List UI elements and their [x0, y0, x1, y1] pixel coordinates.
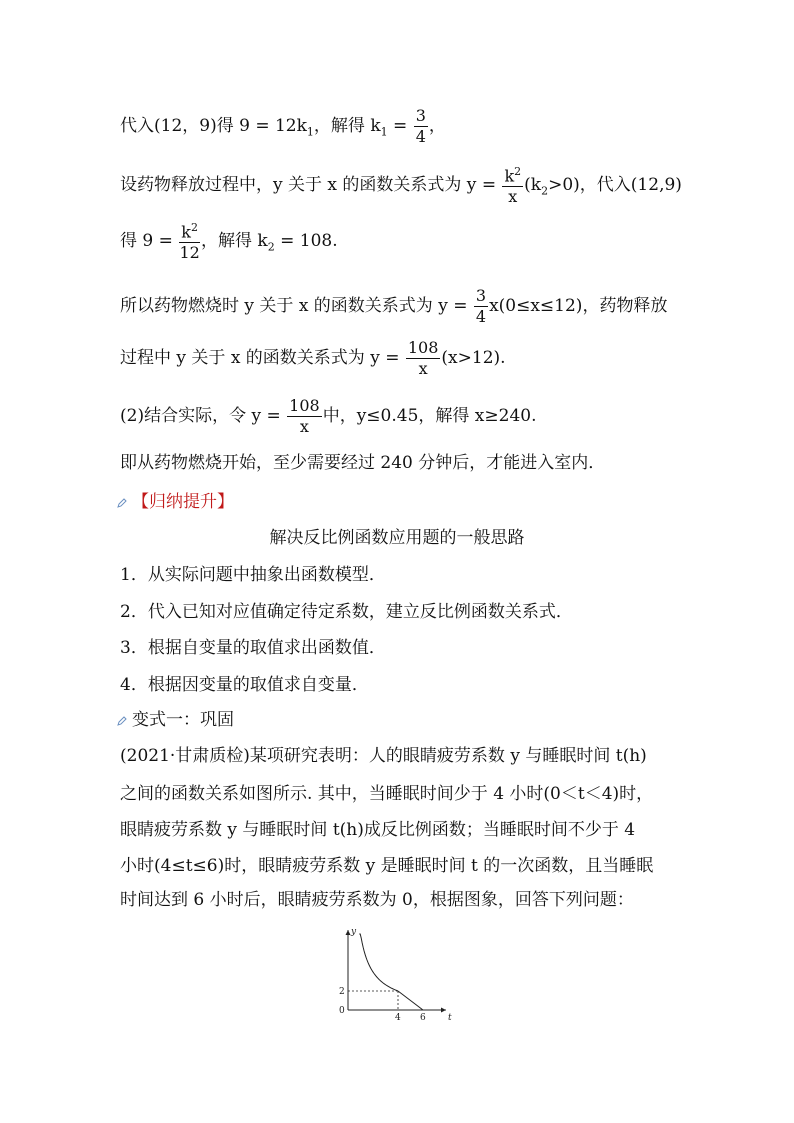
denominator: x	[299, 417, 309, 436]
superscript: 2	[190, 221, 198, 234]
x-tick-label-4: 4	[395, 1013, 401, 1023]
text: ，解得 k	[200, 231, 268, 252]
y-axis-arrow	[346, 930, 351, 935]
y-tick-label-2: 2	[339, 987, 345, 997]
pen-icon	[116, 715, 128, 727]
fraction	[414, 108, 428, 145]
text: 所以药物燃烧时 y 关于 x 的函数关系式为 y =	[120, 296, 468, 316]
denominator: 12	[179, 243, 200, 263]
summary-tag: 【归纳提升】	[132, 492, 234, 512]
fraction	[502, 166, 523, 205]
chart-axes	[346, 930, 447, 1013]
text: 得 9 =	[120, 231, 173, 252]
numerator	[502, 166, 523, 187]
variant-para-line-4: 小时(4≤t≤6)时，眼睛疲劳系数 y 是睡眠时间 t 的一次函数，且当睡眠	[120, 856, 654, 876]
text: 设药物释放过程中，y 关于 x 的函数关系式为 y =	[120, 175, 497, 196]
text: (2)结合实际，令 y =	[120, 406, 281, 426]
chart-marks	[348, 934, 423, 1010]
numerator: 108	[407, 338, 439, 357]
numerator: 108	[289, 396, 320, 415]
text: x(0≤x≤12)，药物释放	[489, 296, 668, 316]
text: ，	[428, 116, 446, 136]
solution-line-2	[120, 166, 682, 205]
series-0-line	[359, 934, 398, 991]
text: 代入(12，9)得 9 = 12k	[120, 116, 307, 136]
variant-para-line-3: 眼睛疲劳系数 y 与睡眠时间 t(h)成反比例函数；当睡眠时间不少于 4	[120, 820, 636, 840]
text: 中，y≤0.45，解得 x≥240.	[322, 406, 537, 426]
variant-tag: 变式一：巩固	[132, 710, 234, 730]
summary-title: 解决反比例函数应用题的一般思路	[269, 528, 525, 548]
origin-label: 0	[339, 1006, 345, 1016]
y-axis-label: y	[351, 927, 357, 937]
summary-item-4: 4．根据因变量的取值求自变量．	[120, 675, 369, 695]
superscript: 2	[514, 165, 522, 178]
subscript: 1	[306, 125, 314, 139]
solution-line-7: 即从药物燃烧开始，至少需要经过 240 分钟后，才能进入室内．	[120, 453, 606, 473]
solution-line-1	[120, 108, 446, 145]
chart-labels	[339, 927, 452, 1023]
solution-line-3	[120, 222, 338, 261]
text: ，解得 k	[313, 116, 381, 136]
denominator: 4	[415, 127, 426, 146]
summary-item-1: 1．从实际问题中抽象出函数模型．	[120, 565, 386, 585]
pen-icon	[116, 497, 128, 509]
text: >0)，代入(12,9)	[548, 175, 682, 196]
variant-para-line-5: 时间达到 6 小时后，眼睛疲劳系数为 0，根据图象，回答下列问题：	[120, 890, 634, 910]
fraction	[474, 288, 488, 325]
solution-line-5	[120, 340, 506, 377]
text: =	[387, 116, 408, 136]
x-axis-arrow	[441, 1008, 446, 1013]
text: = 108.	[274, 231, 338, 252]
numerator: 3	[415, 106, 426, 125]
denominator: x	[418, 359, 428, 378]
numerator	[179, 222, 200, 243]
x-axis-label: t	[448, 1013, 452, 1023]
numerator: 3	[475, 286, 487, 305]
solution-line-4	[120, 288, 667, 325]
x-tick-label-6: 6	[420, 1013, 426, 1023]
subscript: 1	[380, 125, 388, 139]
variant-para-line-2: 之间的函数关系如图所示. 其中，当睡眠时间少于 4 小时(0＜t＜4)时，	[120, 784, 654, 804]
summary-item-2: 2．代入已知对应值确定待定系数，建立反比例函数关系式．	[120, 602, 573, 622]
text: (k	[524, 175, 542, 196]
summary-item-3: 3．根据自变量的取值求出函数值．	[120, 638, 386, 658]
subscript: 2	[541, 184, 549, 198]
solution-line-6	[120, 398, 537, 435]
fatigue-chart	[330, 924, 470, 1024]
text: 过程中 y 关于 x 的函数关系式为 y =	[120, 348, 400, 368]
summary-tag-line	[116, 494, 234, 511]
numerator-base: k	[181, 222, 191, 242]
denominator: x	[508, 187, 518, 207]
numerator-base: k	[504, 166, 515, 186]
variant-tag-line	[116, 712, 234, 729]
denominator: 4	[475, 307, 487, 326]
fraction	[179, 222, 200, 261]
fraction	[406, 340, 441, 377]
text: (x>12).	[441, 348, 506, 368]
series-1-line	[398, 991, 423, 1010]
variant-para-line-1: (2021·甘肃质检)某项研究表明：人的眼睛疲劳系数 y 与睡眠时间 t(h)	[120, 746, 647, 766]
fraction	[287, 398, 322, 435]
subscript: 2	[267, 240, 275, 254]
